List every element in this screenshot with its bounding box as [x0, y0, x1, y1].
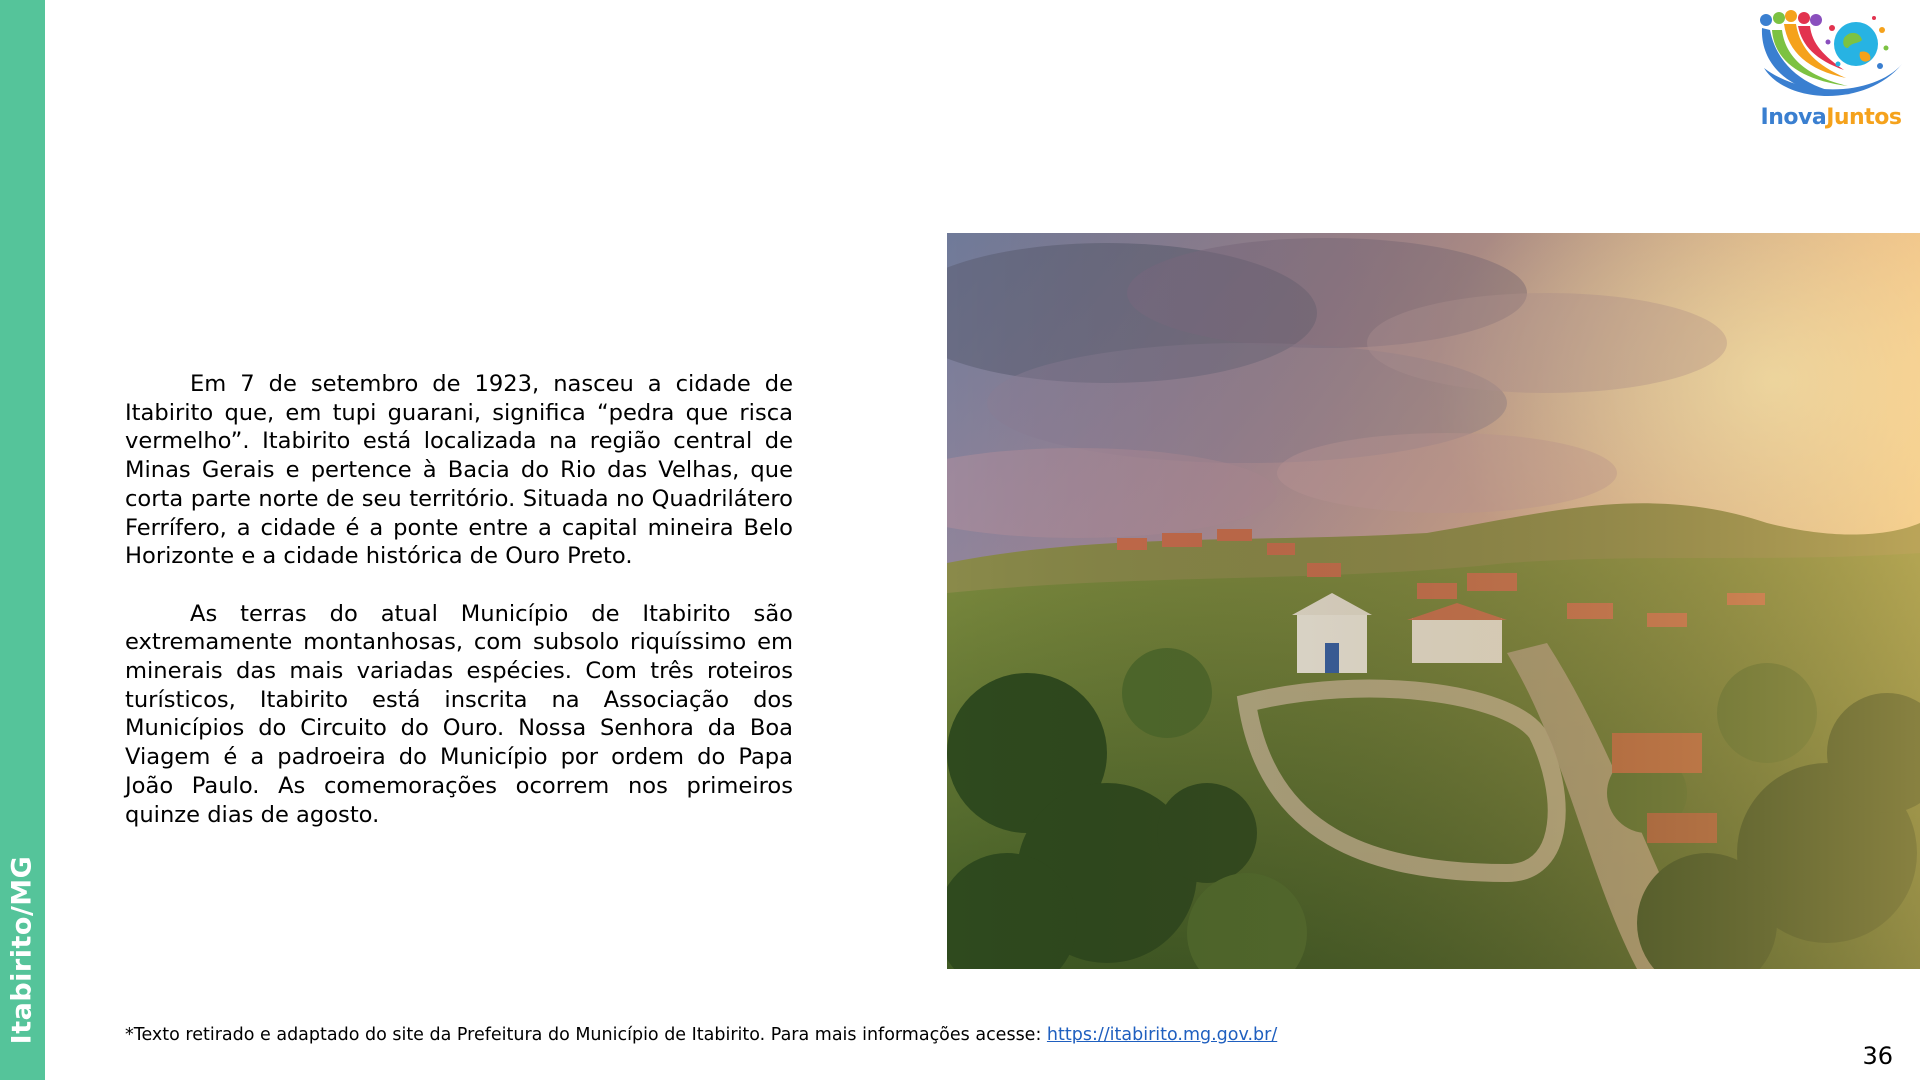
photo-illustration [947, 233, 1920, 969]
side-band [0, 0, 45, 1080]
logo-wordmark [1756, 107, 1906, 129]
footnote-link[interactable]: https://itabirito.mg.gov.br/ [1046, 1025, 1278, 1045]
paragraph-2: As terras do atual Município de Itabirito são extremamente montanhosas, com subsolo riquíssimo em minerais das mais variadas espécies. Com três roteiros turísticos, Itabirito está inscrita na Associação dos Municípios do Circuito do Ouro. Nossa Senhora da Boa Viagem é a padroeira do Município por ordem do Papa João Paulo. As comemorações ocorrem nos primeiros quinze dias de agosto. [125, 600, 793, 828]
source-footnote [125, 1025, 1277, 1045]
paragraph-1: Em 7 de setembro de 1923, nasceu a cidade de Itabirito que, em tupi guarani, significa “pedra que risca vermelho”. Itabirito está localizada na região central de Minas Gerais e pertence à Bacia do Rio das Velhas, que corta parte norte de seu território. Situada no Quadrilátero Ferrífero, a cidade é a ponte entre a capital mineira Belo Horizonte e a cidade histórica de Ouro Preto. [125, 371, 793, 570]
logo-mark-icon [1756, 8, 1906, 108]
town-aerial-photo [947, 233, 1920, 969]
body-text [125, 370, 793, 829]
footnote-text: *Texto retirado e adaptado do site da Prefeitura do Município de Itabirito. Para mais informações acesse: [125, 1025, 1047, 1045]
inova-juntos-logo [1756, 8, 1906, 138]
logo-word-juntos: Juntos [1826, 105, 1902, 130]
page-number: 36 [1862, 1042, 1893, 1070]
side-label: Itabirito/MG [6, 855, 38, 1045]
logo-word-inova: Inova [1760, 105, 1827, 130]
